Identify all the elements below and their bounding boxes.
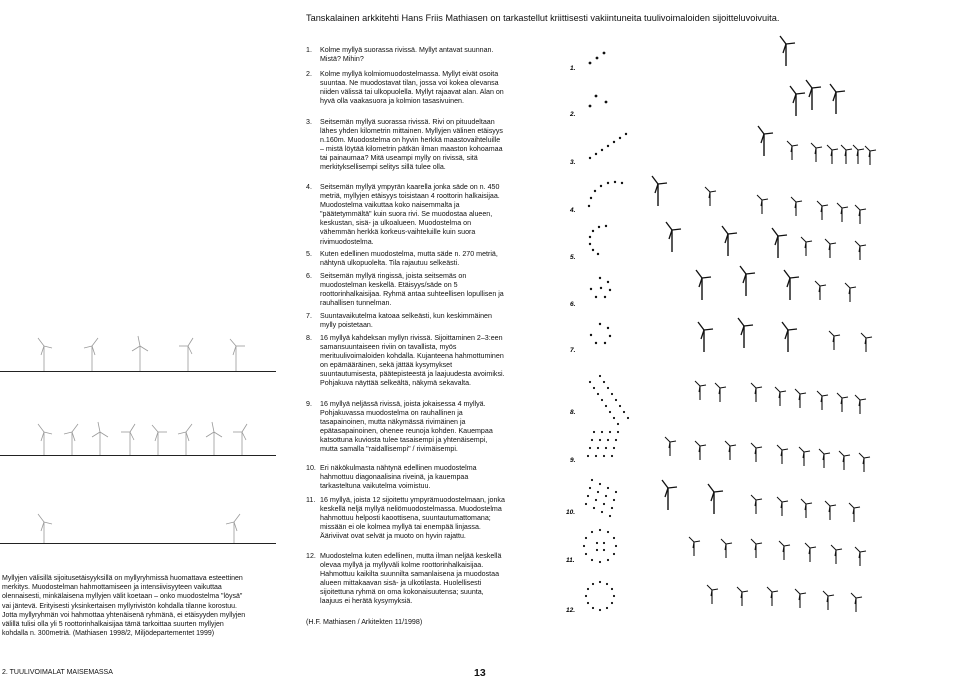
wind-turbine-icon [689, 537, 700, 556]
wind-turbine-icon [790, 86, 805, 116]
wind-turbine-icon [865, 146, 876, 165]
list-item [306, 46, 506, 64]
item-text: Seitsemän myllyä ympyrän kaarella jonka säde on n. 450 metriä, myllyjen etäisyys toisistaan 4 roottorin halkaisijaa. Muodostelma vaikuttaa koko naisemmalta ja "päätetymmältä" kuin suora rivi. Se muodostaa alueen, keskustan, sisä- ja ulkoalueen. Muodostelma on vähemmän herkkä korkeus-vaihteluille kuin suora rivimuodostelma. [320, 183, 500, 246]
wind-turbine-photo [0, 400, 276, 456]
wind-turbine-icon [751, 539, 762, 558]
wind-turbine-icon [817, 201, 828, 220]
item-text: Eri näkökulmasta nähtynä edellinen muodostelma hahmottuu diagonaalisina riveinä, ja kauempaa tarkasteltuna vaikutelma voimistuu. [320, 464, 477, 491]
diagram-label: 7. [570, 347, 576, 354]
wind-turbine-icon [751, 383, 762, 402]
wind-turbine-icon [666, 222, 681, 252]
wind-turbine-icon [827, 145, 838, 164]
wind-turbine-icon [779, 541, 790, 560]
wind-turbine-icon [855, 205, 866, 224]
diagram-label: 10. [566, 509, 576, 516]
wind-turbine-icon [758, 126, 773, 156]
item-text: Kuten edellinen muodostelma, mutta säde n. 270 metriä, nähtynä ulkopuolelta. Tila rajautuu selkeästi. [320, 250, 498, 268]
item-number: 12. [306, 552, 316, 560]
wind-turbine-icon [652, 176, 667, 206]
wind-turbine-icon [772, 228, 787, 258]
wind-turbine-icon [811, 143, 822, 162]
item-number: 2. [306, 70, 312, 78]
wind-turbine-icon [787, 141, 798, 160]
wind-turbine-icon [780, 36, 795, 66]
wind-turbine-icon [777, 497, 788, 516]
wind-turbine-icon [662, 480, 677, 510]
horizon-line [0, 455, 276, 456]
wind-turbine-icon [837, 203, 848, 222]
wind-turbine-icon [777, 445, 788, 464]
wind-turbine-icon [767, 587, 778, 606]
wind-turbine-icon [725, 441, 736, 460]
wind-turbine-icon [851, 593, 862, 612]
wind-turbine-icon [806, 80, 821, 110]
item-number: 9. [306, 400, 312, 408]
wind-turbine-icon [784, 270, 799, 300]
item-text: 16 myllyä kahdeksan myllyn rivissä. Sijoittaminen 2–3:een samansuuntaiseen riviin on tavallista, myös merituulivoimaloiden kohdalla. Kujanteena hahmottuminen on epämääräinen, sekä jättää kysymykset suuntautumisesta, päätepisteestä ja laajuudesta avoimiksi. Pohjakuva näyttää selkeältä, näkymä sekavalta. [320, 334, 505, 388]
wind-turbine-icon [738, 318, 753, 348]
diagram-label: 3. [570, 159, 576, 166]
diagram-label: 9. [570, 457, 576, 464]
wind-turbine-icon [825, 239, 836, 258]
wind-turbine-icon [695, 441, 706, 460]
wind-turbine-icon [805, 543, 816, 562]
formation-diagrams [560, 30, 960, 620]
item-text: Seitsemän myllyä ringissä, joista seitsemäs on muodostelman keskellä. Etäisyys/säde on 5 roottorinhalkaisijaa. Ryhmä antaa suhteellisen lopullisen ja rauhallisen tunnelman. [320, 272, 504, 308]
wind-turbine-icon [696, 270, 711, 300]
wind-turbine-icon [705, 187, 716, 206]
horizon-line [0, 543, 276, 544]
wind-turbine-icon [829, 331, 840, 350]
horizon-line [0, 371, 276, 372]
wind-turbine-icon [855, 241, 866, 260]
wind-turbine-icon [665, 437, 676, 456]
source-note: (H.F. Mathiasen / Arkitekten 11/1998) [306, 618, 423, 626]
wind-turbine-icon [817, 391, 828, 410]
wind-turbine-icon [830, 84, 845, 114]
diagram-label: 2. [570, 111, 576, 118]
wind-turbine-icon [782, 322, 797, 352]
list-item [306, 183, 506, 247]
wind-turbine-icon [707, 585, 718, 604]
item-number: 7. [306, 312, 312, 320]
wind-turbine-icon [819, 449, 830, 468]
wind-turbine-icon [855, 395, 866, 414]
item-text: Kolme myllyä suorassa rivissä. Myllyt antavat suunnan. Mistä? Mihin? [320, 46, 494, 64]
wind-turbine-icon [695, 381, 706, 400]
diagram-label: 6. [570, 301, 576, 308]
section-footer: 2. TUULIVOIMALAT MAISEMASSA [2, 669, 113, 676]
perspective-views [652, 36, 876, 612]
list-item [306, 250, 506, 268]
wind-turbine-icon [791, 197, 802, 216]
item-text: Seitsemän myllyä suorassa rivissä. Rivi on pituudeltaan lähes yhden kilometrin mittainen. Myllyjen välinen etäisyys n.160m. Muodostelma on hyvin herkkä maastovaihteluille – mistä löytää kilometrin pätkän ilman maaston kohoamaa tai painaumaa? Mitä useampi mylly on rivissä, sitä merkityksellisempi selitys sillä tulee olla. [320, 118, 503, 172]
wind-turbine-icon [751, 443, 762, 462]
item-number: 11. [306, 496, 316, 504]
turbine-photo-1 [0, 316, 276, 372]
wind-turbine-icon [801, 237, 812, 256]
list-item [306, 464, 506, 491]
wind-turbine-icon [715, 383, 726, 402]
turbine-photo-3 [0, 488, 276, 544]
wind-turbine-icon [839, 451, 850, 470]
wind-turbine-icon [825, 501, 836, 520]
wind-turbine-icon [737, 587, 748, 606]
diagram-label: 5. [570, 254, 576, 261]
wind-turbine-icon [801, 499, 812, 518]
item-number: 10. [306, 464, 316, 472]
wind-turbine-photo [0, 488, 276, 544]
wind-turbine-photo [0, 316, 276, 372]
list-item [306, 272, 506, 308]
wind-turbine-icon [740, 266, 755, 296]
list-item [306, 312, 506, 330]
wind-turbine-icon [849, 503, 860, 522]
item-text: 16 myllyä neljässä rivissä, joista jokaisessa 4 myllyä. Pohjakuvassa muodostelma on rauhallinen ja tasapainoinen, mutta näkymässä rivimäinen ja epätasapainoinen, ohenee reunoja kohden. Kauempaa katsottuna kuviosta tulee tasaisempi ja yhtenäisempi, mutta samalla "raidallisempi" / rivimäisempi. [320, 400, 493, 454]
wind-turbine-icon [855, 547, 866, 566]
wind-turbine-icon [831, 545, 842, 564]
wind-turbine-icon [775, 387, 786, 406]
wind-turbine-icon [861, 333, 872, 352]
wind-turbine-icon [799, 447, 810, 466]
diagram-label: 4. [570, 207, 576, 214]
item-text: 16 myllyä, joista 12 sijoitettu ympyrämuodostelmaan, jonka keskellä neljä myllyä neliömuodostelmassa. Muodostelma hahmottuu helposti kaoottisena, suuntautumattomana; missään ei ole kolmea myllyä tai enempää linjassa. Ääriviivat ovat selvät ja muoto on hyvin rajattu. [320, 496, 505, 541]
list-item [306, 70, 506, 106]
list-item [306, 552, 506, 607]
page-number: 13 [474, 667, 486, 679]
item-text: Suuntavaikutelma katoaa selkeästi, kun keskimmäinen mylly poistetaan. [320, 312, 492, 330]
wind-turbine-icon [815, 281, 826, 300]
wind-turbine-icon [722, 226, 737, 256]
wind-turbine-icon [837, 393, 848, 412]
list-item [306, 334, 506, 389]
turbine-photo-2 [0, 400, 276, 456]
diagram-label: 1. [570, 65, 576, 72]
wind-turbine-icon [841, 145, 852, 164]
list-item [306, 496, 506, 541]
wind-turbine-icon [823, 591, 834, 610]
wind-turbine-icon [698, 322, 713, 352]
item-number: 8. [306, 334, 312, 342]
wind-turbine-icon [721, 539, 732, 558]
item-number: 3. [306, 118, 312, 126]
item-number: 6. [306, 272, 312, 280]
list-item [306, 118, 506, 173]
wind-turbine-icon [845, 283, 856, 302]
diagram-label: 12. [566, 607, 576, 614]
diagram-label: 11. [566, 557, 575, 564]
item-number: 4. [306, 183, 312, 191]
plan-view-dots [583, 52, 629, 612]
item-number: 5. [306, 250, 312, 258]
item-text: Muodostelma kuten edellinen, mutta ilman neljää keskellä olevaa myllyä ja myllyväli kolme roottorinhalkaisijaa. Hahmottuu kaikilta suunnilta samanlaisena ja muodostaa alueen mittakaavan sisä- ja ulkotilasta. Huolellisesti sijoitettuna ryhmä on oma kokonaisuutensa; suunta, laajuus ei herätä kysymyksiä. [320, 552, 502, 606]
wind-turbine-icon [853, 145, 864, 164]
diagram-label: 8. [570, 409, 576, 416]
list-item [306, 400, 506, 455]
wind-turbine-icon [859, 453, 870, 472]
wind-turbine-icon [751, 495, 762, 514]
wind-turbine-icon [795, 389, 806, 408]
wind-turbine-icon [708, 484, 723, 514]
figure-caption: Myllyjen välisillä sijoitusetäisyyksillä on myllyryhmissä huomattava esteettinen merkitys. Muodostelman hahmottamiseen ja intensiivisyyteen vaikuttaa olennaisesti, minkälaisena myllyjen välit koetaan – onko muodostelma "löysä" vai jäntevä. Erityisesti yksinkertaisen myllyrivistön kohdalla tilanne korostuu. Jotta myllyryhmän voi hahmottaa yhtenäisenä ryhmänä, ei etäisyyden myllyjen välillä tulisi olla yli 5 roottorinhalkaisijaa tämä tarkoittaa suurten myllyjen kohdalla n. 300metriä. (Mathiasen 1998/2, Miljödepartementet 1999) [2, 575, 246, 638]
wind-turbine-icon [795, 589, 806, 608]
page-title: Tanskalainen arkkitehti Hans Friis Mathiasen on tarkastellut kriittisesti vakiintuneita tuulivoimaloiden sijoitteluvoivuita. [306, 13, 780, 23]
item-number: 1. [306, 46, 312, 54]
wind-turbine-icon [757, 195, 768, 214]
item-text: Kolme myllyä kolmiomuodostelmassa. Myllyt eivät osoita suuntaa. Ne muodostavat tilan, jossa voi kokea olevansa niiden välissä tai ulkopuolella. Myllyt rajaavat alan. Alan on hyvä olla vaakasuora ja kolmion tasasivuinen. [320, 70, 504, 106]
